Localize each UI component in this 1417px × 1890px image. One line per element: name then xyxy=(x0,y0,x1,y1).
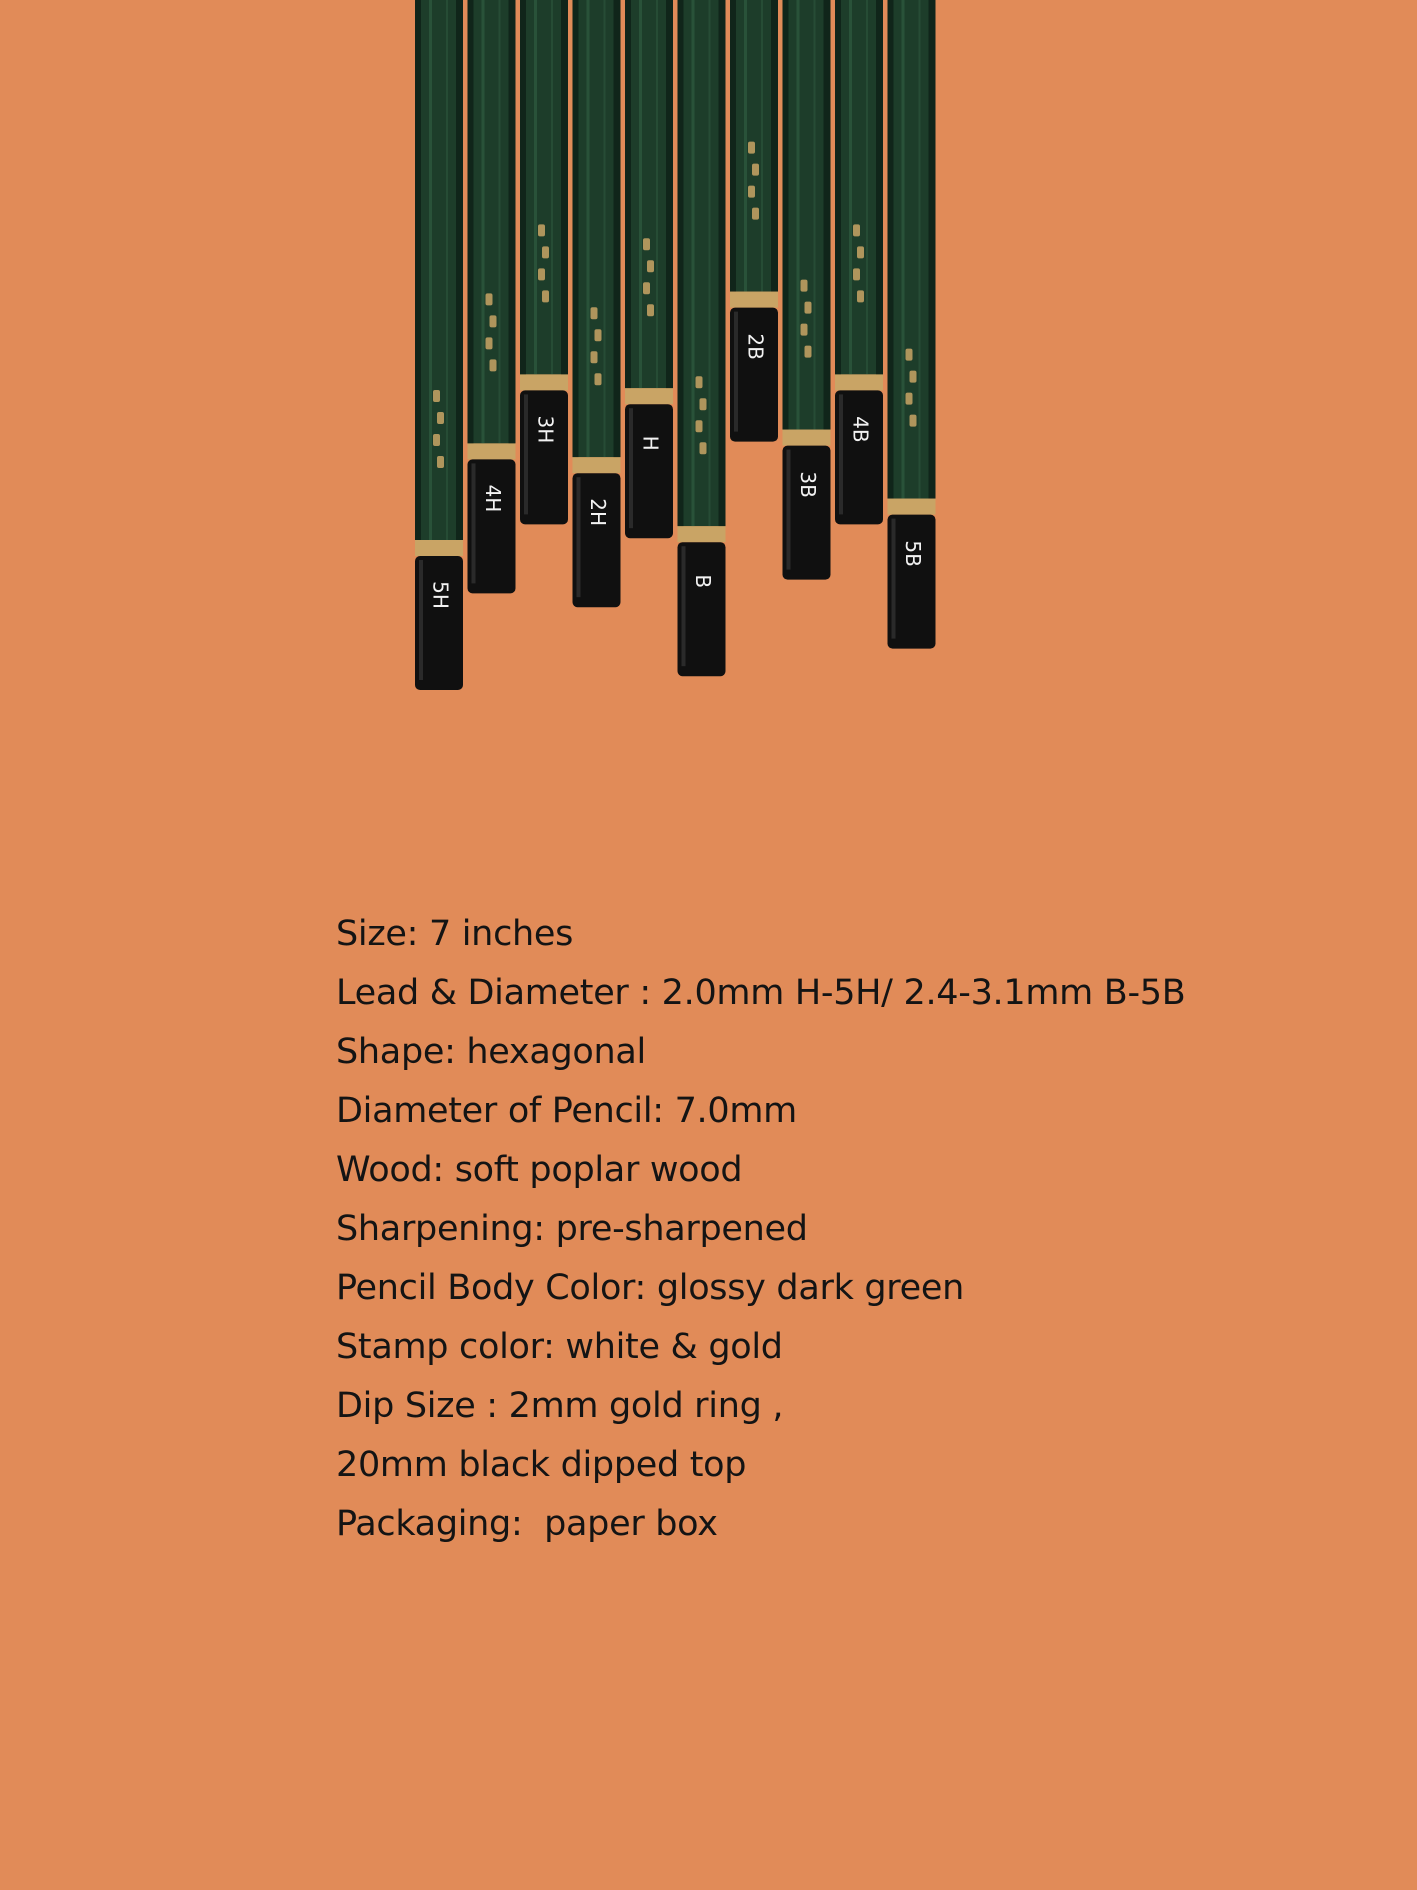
spec-size: Size: 7 inches xyxy=(336,914,574,954)
gold-stamp-mark xyxy=(748,186,755,198)
spec-body-color: Pencil Body Color: glossy dark green xyxy=(336,1268,964,1308)
gold-ring xyxy=(835,374,883,390)
pencil-facet-highlight xyxy=(429,0,432,540)
gold-ring xyxy=(573,457,621,473)
gold-stamp-mark xyxy=(853,268,860,280)
pencil-facet-left xyxy=(625,0,631,388)
pencil-body xyxy=(468,0,516,443)
pencil-grade-label: 2B xyxy=(743,333,768,360)
pencil-facet-right xyxy=(876,0,883,374)
pencil-facet-highlight xyxy=(446,0,448,540)
pencil-grade-label: B xyxy=(691,574,715,589)
gold-stamp-mark xyxy=(647,304,654,316)
pencil-facet-right xyxy=(456,0,463,540)
pencil-facet-highlight xyxy=(534,0,537,374)
gold-stamp-mark xyxy=(486,337,493,349)
gold-stamp-mark xyxy=(433,434,440,446)
pencil-set-image xyxy=(0,0,1417,720)
pencil-facet-left xyxy=(415,0,421,540)
pencil-facet-right xyxy=(771,0,778,292)
pencil-facet-highlight xyxy=(639,0,642,388)
pencil-5h xyxy=(415,0,463,690)
gold-stamp-mark xyxy=(906,349,913,361)
dipped-tip-shine xyxy=(629,408,633,528)
gold-stamp-mark xyxy=(853,224,860,236)
dipped-tip-shine xyxy=(419,560,423,680)
pencil-grade-label: H xyxy=(638,435,663,451)
pencil-grade-label: 3H xyxy=(533,415,558,444)
pencil-facet-left xyxy=(573,0,579,457)
dipped-tip-shine xyxy=(787,450,791,570)
pencil-facet-highlight xyxy=(587,0,590,457)
pencil-facet-highlight xyxy=(656,0,658,388)
dipped-tip-shine xyxy=(839,394,843,514)
gold-ring xyxy=(730,292,778,308)
dipped-tip-shine xyxy=(734,312,738,432)
pencil-b xyxy=(678,0,726,676)
pencil-facet-right xyxy=(561,0,568,374)
gold-stamp-mark xyxy=(857,290,864,302)
pencil-4h xyxy=(468,0,516,593)
gold-stamp-mark xyxy=(752,208,759,220)
gold-stamp-mark xyxy=(700,398,707,410)
gold-stamp-mark xyxy=(906,393,913,405)
pencil-h xyxy=(625,0,673,538)
pencil-body xyxy=(573,0,621,457)
pencil-grade-label: 5B xyxy=(901,540,925,567)
dipped-tip-shine xyxy=(892,519,896,639)
gold-stamp-mark xyxy=(490,315,497,327)
pencil-body xyxy=(625,0,673,388)
gold-stamp-mark xyxy=(538,224,545,236)
pencil-3b xyxy=(783,0,831,580)
pencil-facet-right xyxy=(509,0,516,443)
gold-stamp-mark xyxy=(437,456,444,468)
pencil-facet-left xyxy=(468,0,474,443)
pencil-body xyxy=(520,0,568,374)
gold-stamp-mark xyxy=(700,442,707,454)
pencil-grade-label: 3B xyxy=(796,471,820,498)
gold-stamp-mark xyxy=(647,260,654,272)
pencil-facet-left xyxy=(835,0,841,374)
dipped-tip-shine xyxy=(524,394,528,514)
gold-stamp-mark xyxy=(595,373,602,385)
pencil-facet-highlight xyxy=(692,0,695,526)
pencil-body xyxy=(783,0,831,430)
pencil-facet-right xyxy=(824,0,831,430)
pencil-facet-highlight xyxy=(919,0,921,499)
gold-ring xyxy=(415,540,463,556)
dipped-tip-shine xyxy=(472,463,476,583)
pencil-2h xyxy=(573,0,621,607)
spec-wood: Wood: soft poplar wood xyxy=(336,1150,743,1190)
pencil-facet-right xyxy=(929,0,936,499)
gold-stamp-mark xyxy=(486,293,493,305)
pencil-facet-highlight xyxy=(797,0,800,430)
gold-stamp-mark xyxy=(696,420,703,432)
gold-ring xyxy=(625,388,673,404)
pencil-grade-label: 2H xyxy=(586,498,610,527)
pencil-facet-right xyxy=(614,0,621,457)
pencil-grade-label: 4H xyxy=(481,484,505,513)
gold-ring xyxy=(468,443,516,459)
spec-pencil-diameter: Diameter of Pencil: 7.0mm xyxy=(336,1091,797,1131)
gold-stamp-mark xyxy=(910,371,917,383)
pencil-facet-left xyxy=(888,0,894,499)
spec-dipped-top: 20mm black dipped top xyxy=(336,1445,747,1485)
spec-sharpening: Sharpening: pre-sharpened xyxy=(336,1209,808,1249)
gold-ring xyxy=(678,526,726,542)
pencil-facet-highlight xyxy=(744,0,747,292)
gold-stamp-mark xyxy=(801,280,808,292)
gold-stamp-mark xyxy=(433,390,440,402)
pencil-facet-right xyxy=(666,0,673,388)
pencil-facet-highlight xyxy=(482,0,485,443)
pencil-4b xyxy=(835,0,883,524)
gold-stamp-mark xyxy=(857,246,864,258)
gold-stamp-mark xyxy=(538,268,545,280)
spec-dip-size: Dip Size : 2mm gold ring , xyxy=(336,1386,784,1426)
gold-stamp-mark xyxy=(805,302,812,314)
spec-shape: Shape: hexagonal xyxy=(336,1032,646,1072)
pencil-facet-highlight xyxy=(604,0,606,457)
pencil-facet-left xyxy=(520,0,526,374)
pencil-2b xyxy=(730,0,778,442)
pencil-body xyxy=(835,0,883,374)
gold-ring xyxy=(888,499,936,515)
gold-stamp-mark xyxy=(591,351,598,363)
pencil-facet-highlight xyxy=(902,0,905,499)
pencil-facet-highlight xyxy=(761,0,763,292)
gold-stamp-mark xyxy=(595,329,602,341)
spec-packaging: Packaging: paper box xyxy=(336,1504,718,1544)
pencil-facet-left xyxy=(678,0,684,526)
gold-ring xyxy=(783,430,831,446)
pencil-3h xyxy=(520,0,568,524)
pencil-facet-left xyxy=(730,0,736,292)
gold-stamp-mark xyxy=(542,246,549,258)
gold-stamp-mark xyxy=(801,324,808,336)
gold-stamp-mark xyxy=(542,290,549,302)
pencil-grade-label: 4B xyxy=(848,416,873,443)
gold-stamp-mark xyxy=(805,346,812,358)
pencil-5b xyxy=(888,0,936,649)
pencil-grade-label: 5H xyxy=(428,581,453,609)
gold-stamp-mark xyxy=(643,238,650,250)
pencil-facet-left xyxy=(783,0,789,430)
pencil-facet-highlight xyxy=(551,0,553,374)
pencil-facet-highlight xyxy=(499,0,501,443)
gold-ring xyxy=(520,374,568,390)
pencil-facet-right xyxy=(719,0,726,526)
dipped-tip-shine xyxy=(682,546,686,666)
gold-stamp-mark xyxy=(643,282,650,294)
gold-stamp-mark xyxy=(752,164,759,176)
gold-stamp-mark xyxy=(437,412,444,424)
gold-stamp-mark xyxy=(696,376,703,388)
gold-stamp-mark xyxy=(490,359,497,371)
gold-stamp-mark xyxy=(910,415,917,427)
pencil-facet-highlight xyxy=(814,0,816,430)
gold-stamp-mark xyxy=(748,142,755,154)
spec-stamp-color: Stamp color: white & gold xyxy=(336,1327,783,1367)
pencil-facet-highlight xyxy=(849,0,852,374)
dipped-tip-shine xyxy=(577,477,581,597)
gold-stamp-mark xyxy=(591,307,598,319)
pencil-facet-highlight xyxy=(866,0,868,374)
pencil-set-graphic xyxy=(0,0,1417,720)
spec-list xyxy=(336,905,1185,1554)
spec-lead-diameter: Lead & Diameter : 2.0mm H-5H/ 2.4-3.1mm B-5B xyxy=(336,973,1186,1013)
pencil-facet-highlight xyxy=(709,0,711,526)
